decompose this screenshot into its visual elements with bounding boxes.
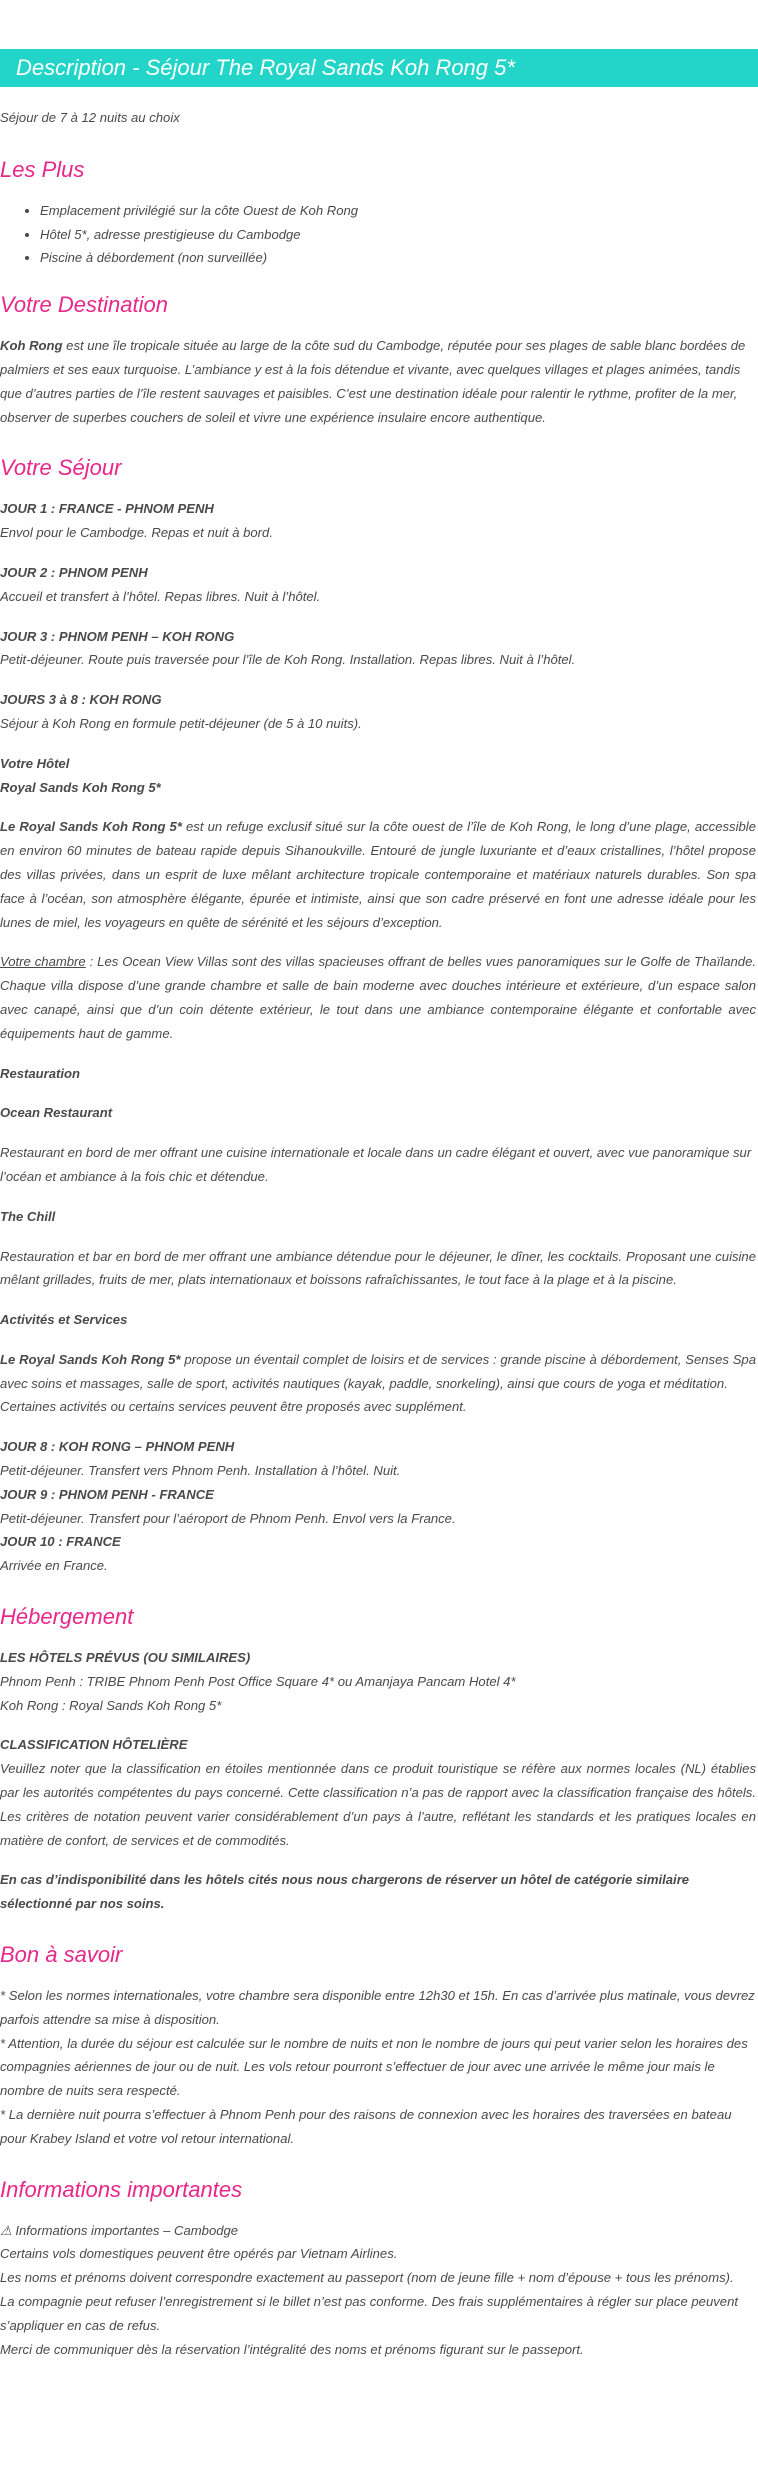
note-line: * Selon les normes internationales, votre chambre sera disponible entre 12h30 et 15h. En cas d’arrivée plus matinale, vous devrez parfois attendre sa mise à disposition. — [0, 1988, 755, 2027]
informations-text — [0, 2219, 756, 2362]
activities-title — [0, 1308, 756, 1332]
activities-text — [0, 1348, 756, 1419]
destination-text — [0, 334, 756, 429]
day-text: Petit-déjeuner. Transfert pour l’aéroport de Phnom Penh. Envol vers la France. — [0, 1510, 456, 1526]
ocean-label: Ocean Restaurant — [0, 1105, 113, 1121]
classification-text: Veuillez noter que la classification en étoiles mentionnée dans ce produit touristique se réfère aux normes locales (NL) établies par les autorités compétentes du pays concerné. Cette classification n’a pas de rapport avec la classification française des hôtels. Les critères de notation peuvent varier considérablement d’un pays à l’autre, reflétant les standards et les pratiques locales en matière de confort, de services et de commodités. — [0, 1761, 756, 1848]
day-text: Arrivée en France. — [0, 1558, 108, 1574]
info-warning-line: ⚠ Informations importantes – Cambodge — [0, 2222, 239, 2238]
description-content — [0, 106, 756, 2361]
ocean-text: Restaurant en bord de mer offrant une cuisine internationale et locale dans un cadre élégant et ouvert, avec vue panoramique sur l’océan et ambiance à la fois chic et détendue. — [0, 1145, 752, 1184]
day-title: JOURS 3 à 8 : KOH RONG — [0, 692, 162, 708]
les-plus-section — [0, 155, 756, 270]
destination-section — [0, 290, 756, 429]
activities-label: Activités et Services — [0, 1312, 128, 1328]
info-line: Les noms et prénoms doivent correspondre exactement au passeport (nom de jeune fille + nom d’épouse + tous les prénoms). — [0, 2270, 734, 2286]
day-text: Petit-déjeuner. Transfert vers Phnom Penh. Installation à l’hôtel. Nuit. — [0, 1463, 401, 1479]
hotel-name: Royal Sands Koh Rong 5* — [0, 779, 161, 795]
bon-a-savoir-text — [0, 1984, 756, 2151]
day-2 — [0, 561, 756, 609]
hotel-description — [0, 815, 756, 934]
destination-body: est une île tropicale située au large de la côte sud du Cambodge, réputée pour ses plages de sable blanc bordées de palmiers et ses eaux turquoise. L’ambiance y est à la fois détendue et vivante, avec quelques villages et plages animées, tandis que d’autres parties de l’île restent sauvages et paisibles. C’est une destination idéale pour ralentir le rythme, profiter de la mer, observer de superbes couchers de soleil et vivre une expérience insulaire encore authentique. — [0, 338, 746, 425]
day-title: JOUR 3 : PHNOM PENH – KOH RONG — [0, 628, 235, 644]
room-description — [0, 950, 756, 1045]
indisponibility-note — [0, 1868, 756, 1916]
list-item: • Hôtel 5*, adresse prestigieuse du Cambodge — [40, 223, 756, 247]
bon-a-savoir-section — [0, 1940, 756, 2151]
les-plus-heading: Les Plus — [0, 156, 85, 182]
destination-heading: Votre Destination — [0, 292, 168, 318]
classification — [0, 1733, 756, 1852]
activities-body: propose un éventail complet de loisirs et de services : grande piscine à débordement, Senses Spa avec soins et massages, salle de sport, activités nautiques (kayak, paddle, snorkeling), ainsi que cours de yoga et méditation. — [0, 1351, 756, 1391]
note-line: * Attention, la durée du séjour est calculée sur le nombre de nuits et non le nombre de jours qui peut varier selon les horaires des compagnies aériennes de jour ou de nuit. Les vols retour pourront s’effectuer de jour avec une arrivée le même jour mais le nombre de nuits sera respecté. — [0, 2035, 748, 2099]
informations-section — [0, 2175, 756, 2362]
info-line: Merci de communiquer dès la réservation l’intégralité des noms et prénoms figurant sur le passeport. — [0, 2341, 584, 2357]
day-title: JOUR 1 : FRANCE - PHNOM PENH — [0, 501, 214, 517]
hotel-body: est un refuge exclusif situé sur la côte ouest de l’île de Koh Rong, le long d’une plage, accessible en environ 60 minutes de bateau rapide depuis Sihanoukville. Entouré de jungle luxuriante et d’eaux cristallines, l’hôtel propose des villas privées, dans un esprit de luxe mêlant architecture tropicale contemporaine et matériaux naturels durables. Son spa face à l’océan, son atmosphère élégante, épurée et intimiste, ainsi que son cadre préservé en font une adresse idéale pour les lunes de miel, les voyageurs en quête de sérénité et les séjours d’exception. — [0, 819, 756, 930]
list-item: • Emplacement privilégié sur la côte Ouest de Koh Rong — [40, 199, 756, 223]
info-line: Certains vols domestiques peuvent être opérés par Vietnam Airlines. — [0, 2246, 398, 2262]
les-plus-list — [0, 199, 756, 270]
note-line: * La dernière nuit pourra s’effectuer à Phnom Penh pour des raisons de connexion avec les horaires des traversées en bateau pour Krabey Island et votre vol retour international. — [0, 2107, 732, 2146]
day-title: JOUR 2 : PHNOM PENH — [0, 564, 148, 580]
chill-text: Restauration et bar en bord de mer offrant une ambiance détendue pour le déjeuner, le dîner, les cocktails. Proposant une cuisine mêlant grillades, fruits de mer, plats internationaux et boissons rafraîchissantes, le tout face à la plage et à la piscine. — [0, 1248, 756, 1288]
day-text: Envol pour le Cambodge. Repas et nuit à bord. — [0, 525, 273, 541]
ocean-title — [0, 1101, 756, 1125]
sejour-section — [0, 453, 756, 1578]
hotel-phnom-penh: Phnom Penh : TRIBE Phnom Penh Post Office Square 4* ou Amanjaya Pancam Hotel 4* — [0, 1673, 516, 1689]
day-title: JOUR 10 : FRANCE — [0, 1534, 121, 1550]
hotel-lead: Le Royal Sands Koh Rong 5* — [0, 819, 182, 835]
indisponibility-text: En cas d’indisponibilité dans les hôtels cités nous nous chargerons de réserver un hôtel de catégorie similaire sélectionné par nos soins. — [0, 1872, 690, 1912]
hebergement-heading: Hébergement — [0, 1604, 134, 1630]
activities-note: Certaines activités ou certains services peuvent être proposés avec supplément. — [0, 1399, 467, 1415]
room-body: : Les Ocean View Villas sont des villas spacieuses offrant de belles vues panoramiques sur le Golfe de Thaïlande. Chaque villa dispose d’une grande chambre et salle de bain moderne avec douches intérieure et extérieure, d’un espace salon avec canapé, ainsi que d’un coin détente extérieur, le tout dans une ambiance contemporaine élégante et confortable avec équipements haut de gamme. — [0, 954, 757, 1041]
room-lead: Votre chambre — [0, 954, 86, 970]
day-title: JOUR 8 : KOH RONG – PHNOM PENH — [0, 1439, 235, 1455]
hotels-list — [0, 1646, 756, 1717]
day-3 — [0, 625, 756, 673]
destination-lead: Koh Rong — [0, 338, 63, 354]
day-text: Accueil et transfert à l’hôtel. Repas libres. Nuit à l’hôtel. — [0, 588, 321, 604]
stay-duration: Séjour de 7 à 12 nuits au choix — [0, 110, 180, 125]
day-text: Séjour à Koh Rong en formule petit-déjeuner (de 5 à 10 nuits). — [0, 715, 362, 731]
day-title: JOUR 9 : PHNOM PENH - FRANCE — [0, 1486, 214, 1502]
title-banner — [0, 49, 758, 87]
bon-a-savoir-heading: Bon à savoir — [0, 1942, 123, 1968]
hebergement-section — [0, 1602, 756, 1916]
hotel-koh-rong: Koh Rong : Royal Sands Koh Rong 5* — [0, 1697, 222, 1713]
days-8-10 — [0, 1435, 756, 1578]
classification-title: CLASSIFICATION HÔTELIÈRE — [0, 1737, 188, 1753]
page-title: Description - Séjour The Royal Sands Koh Rong 5* — [16, 55, 515, 80]
days-3-8 — [0, 688, 756, 736]
day-text: Petit-déjeuner. Route puis traversée pour l’île de Koh Rong. Installation. Repas libres. Nuit à l’hôtel. — [0, 652, 576, 668]
restauration-label: Restauration — [0, 1065, 81, 1081]
sejour-heading: Votre Séjour — [0, 455, 122, 481]
restauration-title — [0, 1062, 756, 1086]
hotel-title — [0, 752, 756, 800]
day-1 — [0, 497, 756, 545]
hotel-title-line: Votre Hôtel — [0, 755, 70, 771]
hotels-title: LES HÔTELS PRÉVUS (OU SIMILAIRES) — [0, 1650, 251, 1666]
chill-title — [0, 1205, 756, 1229]
activities-lead: Le Royal Sands Koh Rong 5* — [0, 1351, 181, 1367]
chill-label: The Chill — [0, 1208, 56, 1224]
info-line: La compagnie peut refuser l’enregistrement si le billet n’est pas conforme. Des frais supplémentaires à régler sur place peuvent s’appliquer en cas de refus. — [0, 2294, 738, 2333]
informations-heading: Informations importantes — [0, 2176, 243, 2202]
list-item: • Piscine à débordement (non surveillée) — [40, 246, 756, 270]
